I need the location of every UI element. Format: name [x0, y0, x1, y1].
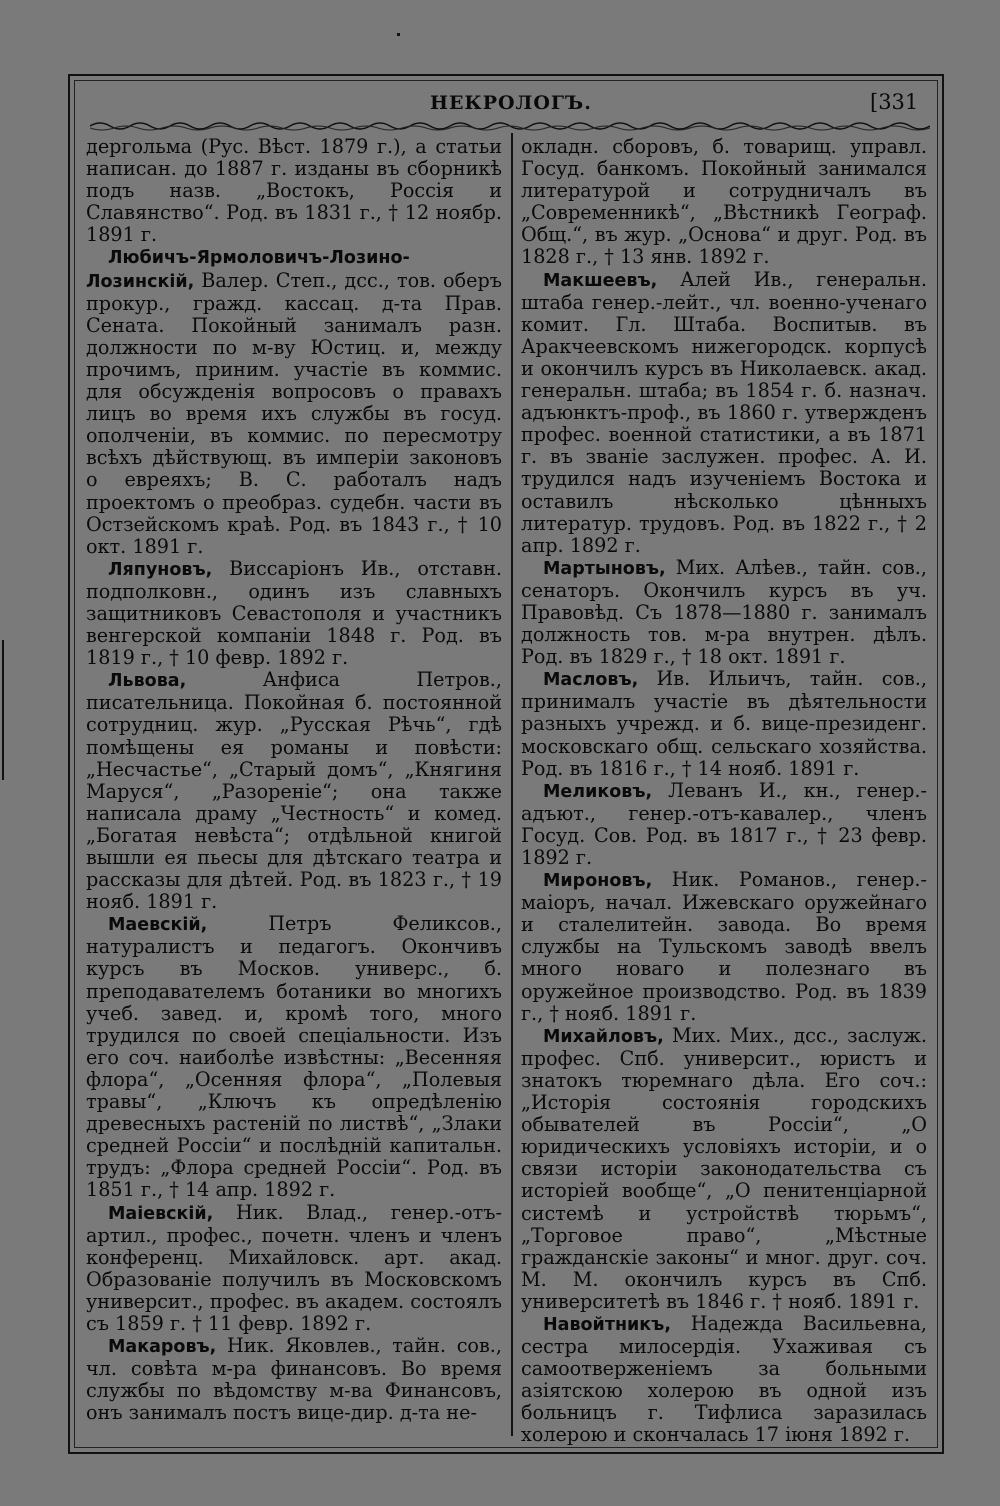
scan-speck: [397, 33, 400, 36]
obituary-entry: [521, 780, 927, 869]
entry-text: Валер. Степ., дсс., тов. оберъ прокур., гражд. кассац. д-та Прав. Сената. Покойный занималъ разн. должности по м-ву Юстиц. и, между прочимъ, приним. участіе въ коммис. для обсужденія вопросовъ о правахъ лицъ во время ихъ службы въ госуд. ополченіи, въ коммис. по пересмотру всѣхъ дѣйствующ. въ имперіи законовъ о евреяхъ; В. С. работалъ надъ проектомъ о преобраз. судебн. части въ Остзейскомъ краѣ. Род. въ 1843 г., † 10 окт. 1891 г.: [86, 268, 502, 558]
obituary-entry: [86, 913, 502, 1201]
obituary-entry: [521, 269, 927, 557]
entry-text: Алей Ив., генеральн. штаба генер.-лейт., чл. военно-ученаго комит. Гл. Штаба. Воспитыв. въ Аракчеевскомъ нижегородск. корпусѣ и окончилъ курсъ въ Николаевск. акад. генеральн. штаба; въ 1854 г. б. назнач. адъюнктъ-проф., въ 1860 г. утвержденъ профес. военной статистики, а въ 1871 г. въ званіе заслужен. профес. А. И. трудился надъ изученіемъ Востока и оставилъ нѣсколько цѣнныхъ литератур. трудовъ. Род. въ 1822 г., † 2 апр. 1892 г.: [521, 267, 927, 557]
entry-name: Макшеевъ,: [543, 270, 658, 291]
entry-name: Макаровъ,: [108, 1337, 217, 1358]
entry-name: Любичъ-Ярмоловичъ-Лозино-Лозинскій,: [86, 248, 410, 292]
entry-text: Мих. Алѣев., тайн. сов., сенаторъ. Окончилъ курсъ въ уч. Правовѣд. Съ 1878—1880 г. занималъ должность тов. м-ра внутрен. дѣлъ. Род. въ 1829 г., † 18 окт. 1891 г.: [521, 555, 927, 669]
entry-name: Меликовъ,: [543, 781, 653, 802]
obituary-entry: [521, 668, 927, 779]
binding-mark: [2, 640, 4, 780]
obituary-entry: [521, 557, 927, 668]
entry-name: Ляпуновъ,: [108, 559, 213, 580]
entry-text: дергольма (Рус. Вѣст. 1879 г.), а статьи написан. до 1887 г. изданы въ сборникѣ подъ назв. „Востокъ, Россія и Славянство“. Род. въ 1831 г., † 12 ноябр. 1891 г.: [86, 135, 502, 247]
obituary-entry: [521, 136, 927, 269]
entry-text: Ник. Влад., генер.-отъ-артил., профес., почетн. членъ и членъ конференц. Михайловск. арт. акад. Образованіе получилъ въ Московскомъ университ., профес. въ академ. состоялъ съ 1859 г. † 11 февр. 1892 г.: [86, 1200, 502, 1335]
obituary-entry: [86, 1202, 502, 1336]
left-column: [86, 136, 502, 1424]
obituary-entry: [86, 558, 502, 669]
entry-name: Мартыновъ,: [543, 558, 666, 579]
entry-name: Маіевскій,: [108, 1203, 214, 1224]
entry-text: Леванъ И., кн., генер.-адъют., генер.-отъ-кавалер., членъ Госуд. Сов. Род. въ 1817 г., † 23 февр. 1892 г.: [521, 778, 927, 869]
obituary-entry: [86, 136, 502, 246]
entry-text: Петръ Феликсов., натуралистъ и педагогъ. Окончивъ курсъ въ Москов. универс., б. преподавателемъ ботаники во многихъ учеб. завед. и, кромѣ того, много трудился по своей спеціальности. Изъ его соч. наиболѣе извѣстны: „Весенняя флора“, „Осенняя флора“, „Полевыя травы“, „Ключъ къ опредѣленію древесныхъ растеній по листвѣ“, „Злаки средней Россіи“ и послѣдній капитальн. трудъ: „Флора средней Россіи“. Род. въ 1851 г., † 14 апр. 1892 г.: [86, 912, 502, 1202]
obituary-entry: [86, 1335, 502, 1424]
entry-text: Ник. Яковлев., тайн. сов., чл. совѣта м-ра финансовъ. Во время службы по вѣдомству м-ва Финансовъ, онъ занималъ постъ вице-дир. д-та не-: [86, 1334, 502, 1425]
page-header-title: НЕКРОЛОГЪ.: [430, 92, 592, 114]
entry-name: Мироновъ,: [543, 871, 653, 892]
entry-text: Ник. Романов., генер.-маіоръ, начал. Ижевскаго оружейнаго и сталелитейн. завода. Во время службы на Тульскомъ заводѣ ввелъ много новаго и полезнаго въ оружейное производство. Род. въ 1839 г., † нояб. 1891 г.: [521, 868, 927, 1025]
obituary-entry: [521, 1025, 927, 1313]
entry-name: Львова,: [108, 671, 187, 692]
entry-text: Виссаріонъ Ив., отставн. подполковн., одинъ изъ славныхъ защитниковъ Севастополя и участникъ венгерской компаніи 1848 г. Род. въ 1819 г., † 10 февр. 1892 г.: [86, 556, 502, 670]
page-number: [331: [870, 90, 919, 114]
right-column: [521, 136, 927, 1447]
entry-name: Масловъ,: [543, 670, 639, 691]
obituary-entry: [521, 869, 927, 1025]
entry-text: окладн. сборовъ, б. товарищ. управл. Госуд. банкомъ. Покойный занимался литературой и сотрудничалъ въ „Современникѣ“, „Вѣстникѣ Географ. Общ.“, въ жур. „Основа“ и друг. Род. въ 1828 г., † 13 янв. 1892 г.: [521, 135, 927, 269]
entry-name: Навойтникъ,: [543, 1314, 671, 1335]
entry-text: Анфиса Петров., писательница. Покойная б. постоянной сотрудниц. жур. „Русская Рѣчь“, гдѣ помѣщены ея романы и повѣсти: „Несчастье“, „Старый домъ“, „Княгиня Маруся“, „Разореніе“; она также написала драму „Честность“ и комед. „Богатая невѣста“; отдѣльной книгой вышли ея пьесы для дѣтскаго театра и рассказы для дѣтей. Род. въ 1823 г., † 19 нояб. 1891 г.: [86, 668, 502, 914]
entry-text: Мих. Мих., дсс., заслуж. профес. Спб. университ., юристъ и знатокъ тюремнаго дѣла. Его соч.: „Исторія состоянія городскихъ обывателей въ Россіи“, „О юридическихъ условіяхъ исторіи, и о связи исторіи законодательства съ исторіей вообще“, „О пенитенціарной системѣ и устройствѣ тюрьмъ“, „Торговое право“, „Мѣстные гражданскіе законы“ и мног. друг. соч. М. М. окончилъ курсъ въ Спб. университетѣ въ 1846 г. † нояб. 1891 г.: [521, 1023, 927, 1313]
obituary-entry: [86, 669, 502, 913]
obituary-entry: [86, 246, 502, 557]
column-divider: [511, 133, 513, 1436]
header-ornament-rule: [90, 118, 930, 134]
entry-name: Маевскій,: [108, 915, 208, 936]
entry-name: Михайловъ,: [543, 1026, 664, 1047]
obituary-entry: [521, 1313, 927, 1447]
entry-text: Надежда Васильевна, сестра милосердія. Ухаживая съ самоотверженіемъ за больными азіятскою холерою въ одной изъ больницъ г. Тифлиса заразилась холерою и скончалась 17 іюня 1892 г.: [521, 1311, 927, 1447]
entry-text: Ив. Ильичъ, тайн. сов., принималъ участіе въ дѣятельности разныхъ учрежд. и б. вице-президенг. московскаго общ. сельскаго хозяйства. Род. въ 1816 г., † 14 нояб. 1891 г.: [521, 667, 927, 780]
